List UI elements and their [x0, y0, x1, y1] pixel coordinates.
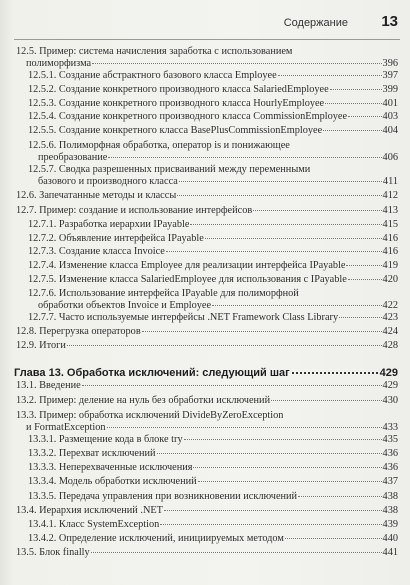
- toc-entry: [16, 326, 398, 338]
- toc-entry-title: 12.5.2. Создание конкретного производного класса SalariedEmployee: [28, 84, 329, 95]
- toc-entry-page: 430: [382, 395, 398, 406]
- dot-leader: [91, 552, 382, 553]
- toc-entry-page: 423: [382, 312, 398, 323]
- toc-entry-page: 406: [382, 152, 398, 163]
- toc-entry-page: 435: [382, 434, 398, 445]
- toc-entry-page: 401: [382, 98, 398, 109]
- toc-entry: [28, 98, 398, 110]
- toc-entry-page: 436: [382, 448, 398, 459]
- toc-entry-page: 437: [382, 476, 398, 487]
- toc-entry-title: 12.7.6. Использование интерфейса IPayable для полиморфной: [28, 288, 299, 299]
- toc-entry: [28, 519, 398, 531]
- toc-entry: [28, 462, 398, 474]
- toc-entry-page: 397: [382, 70, 398, 81]
- toc-entry-page: 433: [382, 422, 398, 433]
- toc-entry-page: 424: [382, 326, 398, 337]
- dot-leader: [92, 63, 381, 64]
- dot-leader: [193, 467, 381, 468]
- toc-entry-title: 13.4.2. Определение исключений, инициируемых методом: [28, 533, 284, 544]
- toc-entry: [28, 260, 398, 272]
- toc-entry: [28, 111, 398, 123]
- dot-leader: [205, 238, 382, 239]
- toc-entry-page: 422: [382, 300, 398, 311]
- toc-entry-page: 413: [382, 205, 398, 216]
- toc-entry: [16, 395, 398, 407]
- dot-leader: [325, 103, 381, 104]
- toc-entry: [28, 233, 398, 245]
- chapter-page: 429: [379, 367, 398, 379]
- toc-entry-title: 12.7.3. Создание класса Invoice: [28, 246, 165, 257]
- dot-leader: [323, 130, 381, 131]
- toc-entry-title-continuation: базового и производного класса: [38, 176, 178, 187]
- dot-leader: [67, 345, 382, 346]
- toc-entry-title: 12.5.6. Полиморфная обработка, оператор is и понижающее: [28, 140, 290, 151]
- dot-leader: [278, 75, 382, 76]
- toc-entry-title: 12.5. Пример: система начисления заработка с использованием: [16, 46, 293, 57]
- toc-entry-page: 438: [382, 505, 398, 516]
- toc-entry-title-continuation: и FormatException: [26, 422, 106, 433]
- toc-entry-page: 415: [382, 219, 398, 230]
- toc-entry-title-continuation: обработки объектов Invoice и Employee: [38, 300, 212, 311]
- toc-entry: [16, 505, 398, 517]
- toc-entry-page: 441: [382, 547, 398, 558]
- toc-entry-page: 429: [382, 380, 398, 391]
- toc-entry-page: 440: [382, 533, 398, 544]
- toc-entry-page: 439: [382, 519, 398, 530]
- dot-leader: [160, 524, 381, 525]
- dot-leader: [179, 181, 382, 182]
- toc-entry-page: 416: [382, 233, 398, 244]
- toc-entry-title: 13.4. Иерархия исключений .NET: [16, 505, 163, 516]
- toc-entry: [28, 288, 398, 312]
- toc-entry: [28, 70, 398, 82]
- toc-entry-page: 419: [382, 260, 398, 271]
- toc-entry-page: 436: [382, 462, 398, 473]
- dot-leader: [285, 538, 382, 539]
- toc-entry-title: 12.7.4. Изменение класса Employee для реализации интерфейса IPayable: [28, 260, 346, 271]
- dot-leader: [339, 317, 381, 318]
- toc-entry-title: 13.5. Блок finally: [16, 547, 90, 558]
- toc-entry-title: 13.3.4. Модель обработки исключений: [28, 476, 197, 487]
- dot-leader: [166, 251, 382, 252]
- dot-leader: [108, 157, 381, 158]
- toc-entry-title-continuation: полиморфизма: [26, 58, 92, 69]
- dot-leader: [142, 331, 382, 332]
- toc-entry: [16, 547, 398, 559]
- dot-leader: [253, 210, 381, 211]
- toc-entry-page: 412: [382, 190, 398, 201]
- toc-entry-title-continuation: преобразование: [38, 152, 108, 163]
- toc-entry: [28, 448, 398, 460]
- chapter-title: Глава 13. Обработка исключений: следующий шаг: [14, 367, 290, 379]
- toc-entry: [16, 410, 398, 434]
- toc-entry: [16, 205, 398, 217]
- toc-entry-title: 12.5.1. Создание абстрактного базового класса Employee: [28, 70, 277, 81]
- toc-entry-title: 12.7.5. Изменение класса SalariedEmployee для использования с IPayable: [28, 274, 347, 285]
- toc-entry: [28, 125, 398, 137]
- toc-entry: [28, 434, 398, 446]
- toc-entry-page: 428: [382, 340, 398, 351]
- running-header-title: Содержание: [283, 17, 348, 29]
- toc-entry-title: 13.1. Введение: [16, 380, 81, 391]
- dot-leader: [157, 453, 382, 454]
- dot-leader: [107, 427, 382, 428]
- toc-entry-page: 411: [382, 176, 398, 187]
- toc-entry-title: 12.8. Перегрузка операторов: [16, 326, 141, 337]
- toc-entry-title: 13.2. Пример: деление на нуль без обработки исключений: [16, 395, 271, 406]
- toc-entry-title: 13.4.1. Класс SystemException: [28, 519, 160, 530]
- toc-entry-title: 13.3.5. Передача управления при возникновении исключений: [28, 491, 298, 502]
- toc-entry-title: 13.3.1. Размещение кода в блоке try: [28, 434, 183, 445]
- toc-entry-title: 12.5.5. Создание конкретного класса BasePlusCommissionEmployee: [28, 125, 323, 136]
- toc-entry: [28, 140, 398, 164]
- toc-entry: [28, 312, 398, 324]
- toc-entry-page: 403: [382, 111, 398, 122]
- toc-entry-page: 438: [382, 491, 398, 502]
- toc-entry-title: 12.6. Запечатанные методы и классы: [16, 190, 177, 201]
- toc-entry-page: 416: [382, 246, 398, 257]
- toc-entry-title: 12.7.7. Часто используемые интерфейсы .NET Framework Class Library: [28, 312, 339, 323]
- toc-entry-title: 12.5.4. Создание конкретного производного класса CommissionEmployee: [28, 111, 348, 122]
- dot-leader: [346, 265, 381, 266]
- toc-entry: [16, 190, 398, 202]
- dot-leader: [190, 224, 381, 225]
- dot-leader: [177, 195, 381, 196]
- dot-leader: [298, 496, 381, 497]
- dot-leader: [271, 400, 381, 401]
- dot-leader: [212, 305, 381, 306]
- toc-entry: [16, 340, 398, 352]
- toc-entry-page: 404: [382, 125, 398, 136]
- toc-entry: [16, 380, 398, 392]
- toc-entry: [28, 274, 398, 286]
- toc-entry-title: 12.7.1. Разработка иерархии IPayable: [28, 219, 190, 230]
- toc-entry: [16, 46, 398, 70]
- toc-entry-title: 13.3.3. Неперехваченные исключения: [28, 462, 193, 473]
- toc-entry-page: 420: [382, 274, 398, 285]
- toc-entry-title: 12.9. Итоги: [16, 340, 66, 351]
- toc-entry-title: 12.7.2. Объявление интерфейса IPayable: [28, 233, 204, 244]
- toc-entry: [28, 476, 398, 488]
- toc-entry: [28, 84, 398, 96]
- dot-leader: [82, 385, 382, 386]
- page-number: 13: [381, 13, 398, 30]
- toc-entry-title: 12.7. Пример: создание и использование интерфейсов: [16, 205, 253, 216]
- dot-leader: [198, 481, 382, 482]
- toc-entry: [28, 533, 398, 545]
- toc-entry-page: 399: [382, 84, 398, 95]
- toc-entry-title: 12.5.7. Сводка разрешенных присваиваний между переменными: [28, 164, 311, 175]
- toc-entry-title: 12.5.3. Создание конкретного производного класса HourlyEmployee: [28, 98, 325, 109]
- toc-entry: [28, 219, 398, 231]
- toc-entry-page: 396: [382, 58, 398, 69]
- toc-entry: [28, 246, 398, 258]
- dot-leader: [164, 510, 382, 511]
- toc-entry-title: 13.3.2. Перехват исключений: [28, 448, 156, 459]
- toc-entry: [28, 164, 398, 188]
- dot-leader: [184, 439, 382, 440]
- dot-leader: [348, 116, 382, 117]
- dot-leader: [330, 89, 382, 90]
- toc-entry: [28, 491, 398, 503]
- dot-leader: [348, 279, 382, 280]
- toc-entry-title: 13.3. Пример: обработка исключений DivideByZeroException: [16, 410, 284, 421]
